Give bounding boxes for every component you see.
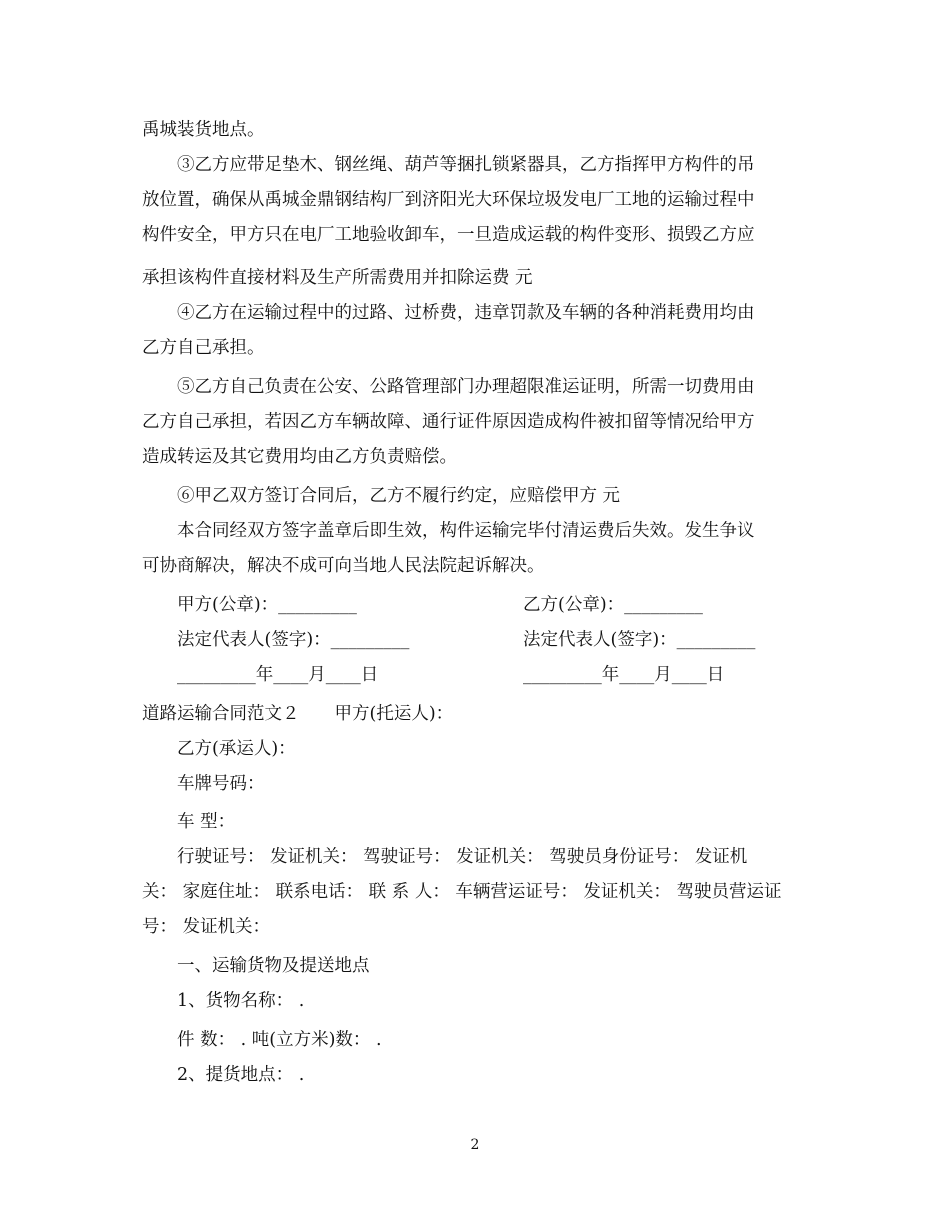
field-line: 1、货物名称： . <box>177 991 305 1011</box>
paragraph-line: ⑤乙方自己负责在公安、公路管理部门办理超限准运证明，所需一切费用由 <box>177 377 755 397</box>
paragraph-line: 造成转运及其它费用均由乙方负责赔偿。 <box>142 447 457 467</box>
field-line: 一、运输货物及提送地点 <box>177 956 370 976</box>
paragraph-line: 禹城装货地点。 <box>142 120 265 140</box>
paragraph-line: 放位置，确保从禹城金鼎钢结构厂到济阳光大环保垃圾发电厂工地的运输过程中 <box>142 190 755 210</box>
party-a-date: _________年____月____日 <box>177 665 379 685</box>
party-a-seal: 甲方(公章)：_________ <box>177 595 357 615</box>
page-number: 2 <box>470 1137 480 1153</box>
field-line: 2、提货地点： . <box>177 1065 305 1085</box>
paragraph-line: 构件安全，甲方只在电厂工地验收卸车，一旦造成运载的构件变形、损毁乙方应 <box>142 225 755 245</box>
field-line: 车 型： <box>177 812 236 832</box>
section-heading: 道路运输合同范文２ 甲方(托运人)： <box>142 704 454 724</box>
paragraph-line: 承担该构件直接材料及生产所需费用并扣除运费 元 <box>142 268 533 288</box>
field-line: 关： 家庭住址： 联系电话： 联 系 人： 车辆营运证号： 发证机关： 驾驶员营运证 <box>142 882 782 902</box>
field-line: 行驶证号： 发证机关： 驾驶证号： 发证机关： 驾驶员身份证号： 发证机 <box>177 847 748 867</box>
party-b-date: _________年____月____日 <box>523 665 725 685</box>
paragraph-line: ③乙方应带足垫木、钢丝绳、葫芦等捆扎锁紧器具，乙方指挥甲方构件的吊 <box>177 155 755 175</box>
paragraph-line: 本合同经双方签字盖章后即生效，构件运输完毕付清运费后失效。发生争议 <box>177 521 755 541</box>
paragraph-line: ⑥甲乙双方签订合同后，乙方不履行约定，应赔偿甲方 元 <box>177 486 621 506</box>
paragraph-line: 乙方自己承担，若因乙方车辆故障、通行证件原因造成构件被扣留等情况给甲方 <box>142 412 755 432</box>
paragraph-line: 乙方自己承担。 <box>142 338 265 358</box>
paragraph-line: ④乙方在运输过程中的过路、过桥费，违章罚款及车辆的各种消耗费用均由 <box>177 303 755 323</box>
paragraph-line: 可协商解决，解决不成可向当地人民法院起诉解决。 <box>142 556 545 576</box>
party-a-representative: 法定代表人(签字)：_________ <box>177 630 410 650</box>
party-b-seal: 乙方(公章)：_________ <box>523 595 703 615</box>
party-b-representative: 法定代表人(签字)：_________ <box>523 630 756 650</box>
field-line: 号： 发证机关： <box>142 917 271 937</box>
field-line: 乙方(承运人)： <box>177 739 296 759</box>
field-line: 件 数： . 吨(立方米)数： . <box>177 1030 382 1050</box>
field-line: 车牌号码： <box>177 774 265 794</box>
